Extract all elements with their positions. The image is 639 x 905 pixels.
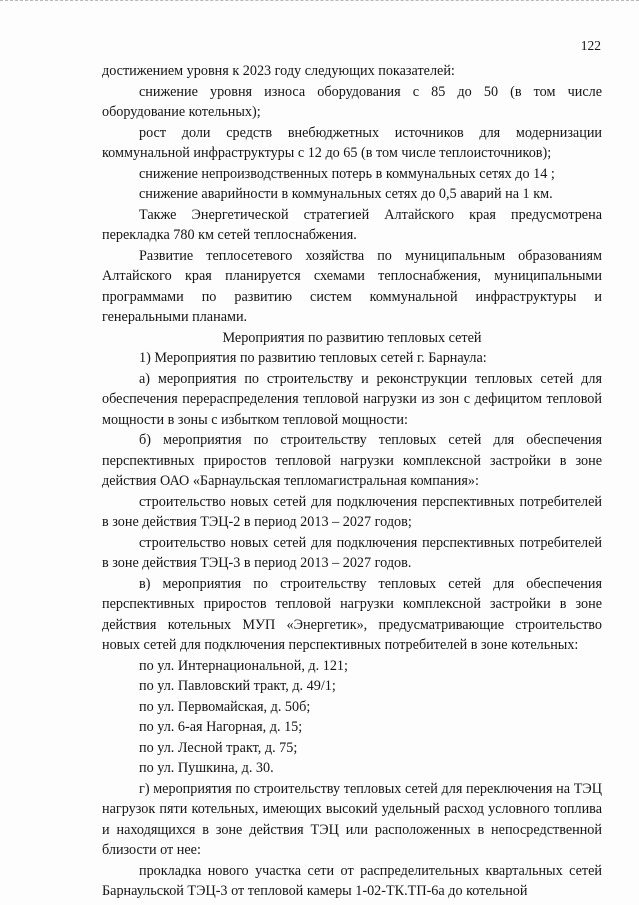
paragraph: строительство новых сетей для подключения перспективных потребителей в зоне действия ТЭЦ-2 в период 2013 – 2027 годов; [102, 493, 602, 530]
paragraph: Развитие теплосетевого хозяйства по муниципальным образованиям Алтайского края планируется схемами теплоснабжения, муниципальными программами по развитию систем коммунальной инфраструктуры и генеральными планами. [102, 247, 602, 325]
paragraph: прокладка нового участка сети от распределительных квартальных сетей Барнаульской ТЭЦ-3 от тепловой камеры 1-02-ТК.ТП-6а до котельной [102, 862, 602, 899]
list-item: по ул. Интернациональной, д. 121; [139, 657, 348, 674]
page-number: 122 [580, 38, 601, 53]
paragraph: а) мероприятия по строительству и реконструкции тепловых сетей для обеспечения перераспределения тепловой нагрузки из зон с дефицитом тепловой мощности в зоны с избытком тепловой мощности: [102, 370, 602, 428]
paragraph: снижение уровня износа оборудования с 85 до 50 (в том числе оборудование котельных); [102, 83, 602, 120]
paragraph: строительство новых сетей для подключения перспективных потребителей в зоне действия ТЭЦ-3 в период 2013 – 2027 годов. [102, 534, 602, 571]
paragraph: снижение непроизводственных потерь в коммунальных сетях до 14 ; [139, 165, 555, 182]
list-item: по ул. Павловский тракт, д. 49/1; [139, 678, 336, 694]
section-heading: Мероприятия по развитию тепловых сетей [222, 329, 482, 346]
paragraph: снижение аварийности в коммунальных сетях до 0,5 аварий на 1 км. [139, 186, 553, 202]
paragraph: достижением уровня к 2023 году следующих показателей: [102, 63, 455, 79]
document-body [102, 61, 602, 902]
list-item: по ул. Пушкина, д. 30. [139, 760, 274, 776]
paragraph: 1) Мероприятия по развитию тепловых сетей г. Барнаула: [139, 350, 487, 366]
paragraph: г) мероприятия по строительству тепловых сетей для переключения на ТЭЦ нагрузок пяти котельных, имеющих высокий удельный расход условного топлива и находящихся в зоне действия ТЭЦ или расположенных в непосредственной близости от нее: [102, 780, 602, 858]
list-item: по ул. Лесной тракт, д. 75; [139, 739, 298, 756]
paragraph: б) мероприятия по строительству тепловых сетей для обеспечения перспективных приростов тепловой нагрузки комплексной застройки в зоне действия ОАО «Барнаульская тепломагистральная компания»: [102, 432, 602, 489]
scan-top-edge [0, 0, 639, 2]
list-item: по ул. 6-ая Нагорная, д. 15; [139, 719, 303, 735]
list-item: по ул. Первомайская, д. 50б; [139, 698, 311, 715]
paragraph: Также Энергетической стратегией Алтайского края предусмотрена перекладка 780 км сетей теплоснабжения. [102, 206, 602, 243]
paragraph: рост доли средств внебюджетных источников для модернизации коммунальной инфраструктуры с 12 до 65 (в том числе теплоисточников); [102, 124, 602, 161]
paragraph: в) мероприятия по строительству тепловых сетей для обеспечения перспективных приростов тепловой нагрузки комплексной застройки в зоне действия котельных МУП «Энергетик», предусматривающие строительство новых сетей для подключения перспективных потребителей в зоне котельных: [102, 575, 602, 653]
